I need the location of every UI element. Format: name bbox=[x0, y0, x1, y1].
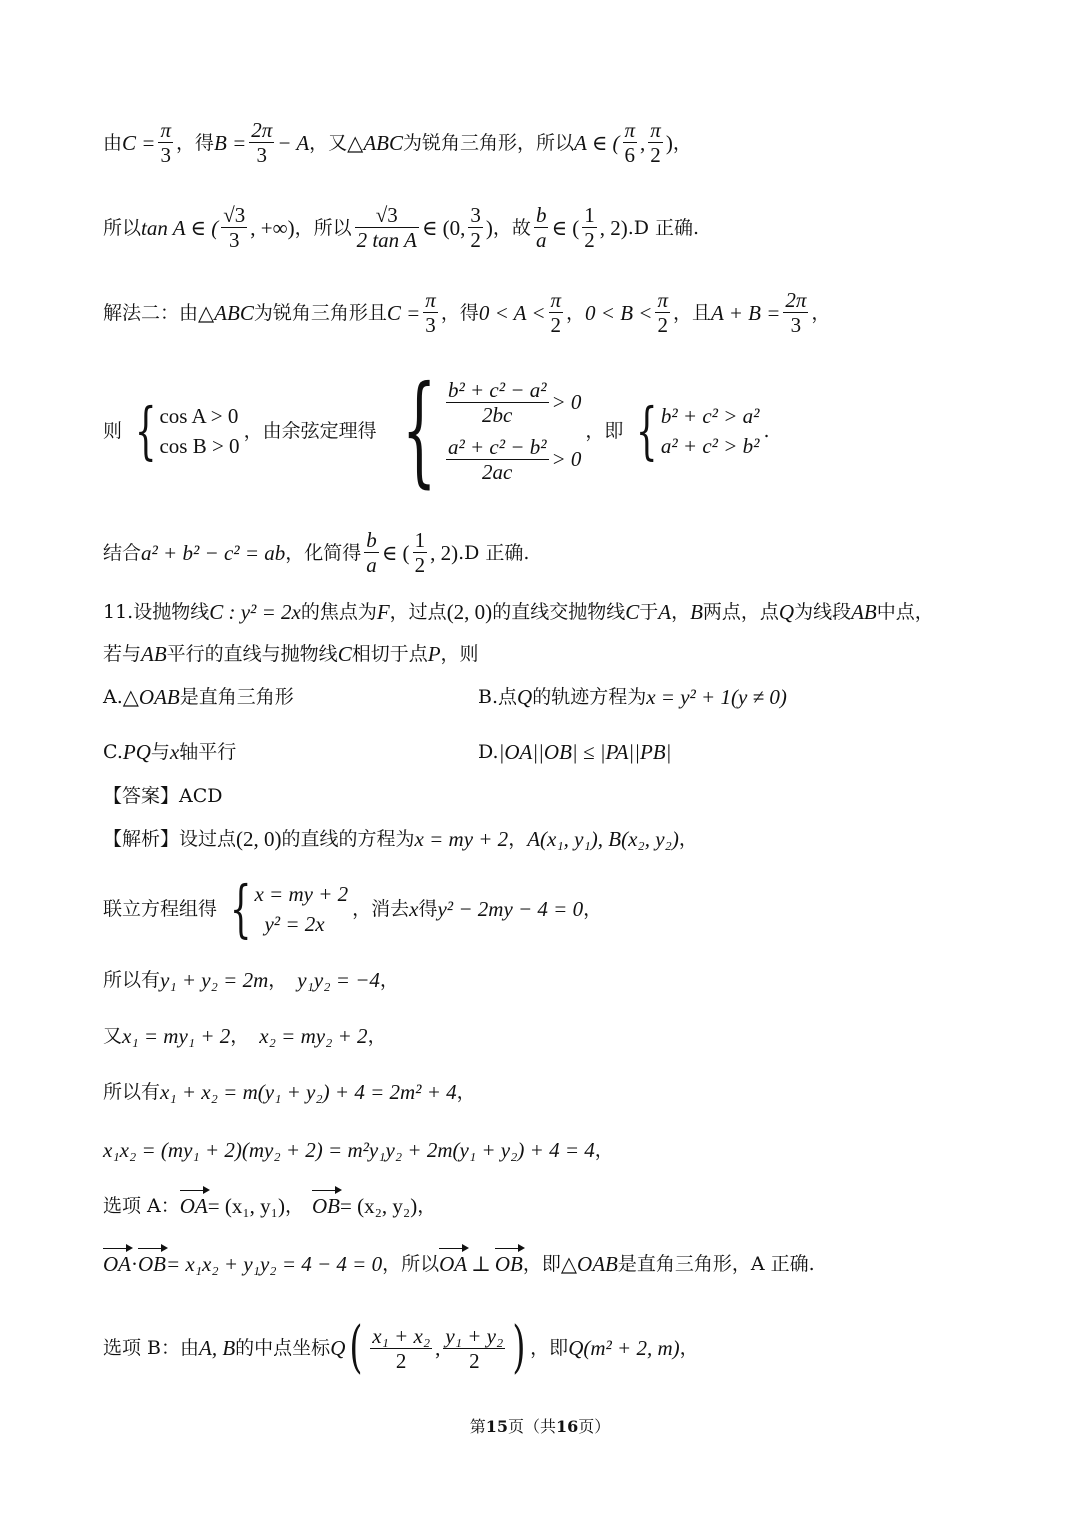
math-text: 6 bbox=[624, 143, 636, 167]
math-text: 3 bbox=[470, 203, 481, 227]
math-text bbox=[443, 378, 581, 484]
math-text: x₁ = my₁ + 2 bbox=[122, 1024, 231, 1048]
fraction bbox=[221, 203, 247, 252]
math-text: 于 bbox=[639, 601, 659, 623]
math-text: 页） bbox=[578, 1417, 611, 1436]
math-text: ， bbox=[285, 1195, 305, 1217]
math-text: √3 bbox=[375, 203, 398, 227]
option-b bbox=[478, 683, 787, 711]
math-text: 2 bbox=[650, 143, 661, 167]
math-text: ，即 bbox=[530, 1337, 569, 1359]
math-text: D. bbox=[478, 741, 499, 763]
math-text: 轴平行 bbox=[179, 741, 237, 763]
math-text: A, B bbox=[199, 1336, 236, 1360]
math-text: 的中点坐标 bbox=[235, 1337, 331, 1359]
math-text: C bbox=[337, 642, 352, 666]
math-text: 1 bbox=[414, 528, 426, 552]
math-text: 2ac bbox=[482, 459, 513, 484]
math-text: cos A > 0 bbox=[159, 403, 239, 428]
math-text: 的轨迹方程为 bbox=[532, 686, 647, 708]
math-text: OA bbox=[439, 1252, 468, 1276]
math-text: x = my + 2 bbox=[254, 882, 349, 906]
math-text: x₁ + x₂ bbox=[372, 1323, 431, 1348]
math-text: ，即 bbox=[585, 419, 624, 442]
fraction bbox=[370, 1324, 432, 1373]
math: A ∈ ( bbox=[574, 130, 620, 155]
math-text: 联立方程组得 bbox=[103, 898, 218, 920]
math-text: · bbox=[131, 1252, 138, 1276]
math-text: ， bbox=[367, 1025, 387, 1047]
math-text: 2π bbox=[251, 118, 273, 142]
math-text: ， bbox=[679, 1337, 699, 1359]
math-text: 3 bbox=[160, 143, 171, 167]
math-text: 3 bbox=[228, 228, 240, 252]
text: 由 bbox=[103, 131, 123, 154]
math-text: ，且 bbox=[673, 301, 712, 324]
math-text: |OA||OB| ≤ |PA||PB| bbox=[498, 740, 672, 764]
math-text: π bbox=[160, 118, 171, 142]
option-d bbox=[478, 738, 671, 766]
math-text bbox=[443, 435, 581, 484]
math-text: (2, 0) bbox=[446, 600, 493, 624]
math-text: √3 bbox=[223, 203, 246, 227]
math-text: △OAB bbox=[560, 1252, 618, 1276]
line-5 bbox=[103, 528, 1020, 577]
math-text: x bbox=[169, 740, 180, 764]
math-text bbox=[661, 401, 760, 461]
math-text: π bbox=[425, 288, 436, 312]
math-text: x₁ + x₂ = m(y₁ + y₂) + 4 = 2m² + 4 bbox=[160, 1080, 457, 1104]
math-text: 与 bbox=[150, 741, 170, 763]
analysis-x bbox=[103, 1022, 1020, 1050]
math-text: . bbox=[763, 419, 770, 442]
math-text: b² + c² − a² bbox=[447, 377, 547, 402]
math-text: 的焦点为 bbox=[300, 601, 377, 623]
math-text: ， bbox=[566, 301, 586, 324]
math-text: cos B > 0 bbox=[159, 433, 240, 458]
fraction bbox=[443, 1324, 505, 1373]
fraction bbox=[355, 203, 419, 252]
math-text: , bbox=[640, 130, 646, 155]
math-text: 3 bbox=[790, 313, 802, 337]
math-text: b² + c² > a² bbox=[660, 403, 760, 428]
math-text: ， bbox=[456, 1081, 476, 1103]
option-a-conclusion bbox=[103, 1250, 1020, 1278]
math-text: π bbox=[624, 118, 636, 142]
math-text: A(x₁, y₁), B(x₂, y₂) bbox=[527, 827, 679, 851]
math-text: OB bbox=[138, 1252, 166, 1276]
math-text: y₁ + y₂ bbox=[445, 1323, 504, 1348]
math-text: 第 bbox=[469, 1417, 486, 1436]
system-cosine-law bbox=[381, 360, 582, 500]
math-text: a bbox=[366, 553, 377, 577]
math-text: ， bbox=[379, 969, 399, 991]
math-text: 3 bbox=[256, 143, 268, 167]
math-text: 结合 bbox=[103, 541, 142, 564]
math-text: ，所以 bbox=[382, 1253, 440, 1275]
math-text: 的直线的方程为 bbox=[281, 828, 415, 850]
math-text: b bbox=[535, 203, 547, 227]
math-text bbox=[221, 872, 349, 945]
math-text: P bbox=[427, 642, 441, 666]
math-text: 2 bbox=[414, 553, 426, 577]
math-text: 选项 A： bbox=[103, 1195, 180, 1217]
line-3 bbox=[103, 288, 1020, 337]
math-text: 的直线交抛物线 bbox=[492, 601, 626, 623]
fraction bbox=[446, 435, 549, 484]
text: 为锐角三角形，所以 bbox=[402, 131, 574, 154]
math-text: PQ bbox=[122, 740, 151, 764]
math-text: 0 < A < bbox=[478, 300, 546, 325]
math-text: 则 bbox=[103, 419, 123, 442]
math-text: , bbox=[435, 1336, 441, 1360]
analysis-system bbox=[103, 872, 1020, 945]
line-1 bbox=[103, 118, 1020, 167]
math-text: tan A ∈ ( bbox=[141, 215, 219, 240]
math-text: ) bbox=[485, 215, 493, 240]
math-text: A + B = bbox=[711, 300, 781, 325]
math-text: Q bbox=[330, 1336, 346, 1360]
math-text: 是直角三角形 bbox=[179, 686, 294, 708]
fraction bbox=[446, 378, 549, 427]
math-text: 11.设抛物线 bbox=[103, 601, 210, 623]
math-text: C : y² = 2x bbox=[209, 600, 301, 624]
math-text: AB bbox=[141, 642, 167, 666]
math-text: 所以有 bbox=[103, 1081, 161, 1103]
analysis-sum-y bbox=[103, 966, 1020, 994]
math-text: 0 < B < bbox=[585, 300, 653, 325]
math-text: △OAB bbox=[122, 685, 180, 709]
math-text: ， bbox=[811, 301, 831, 324]
math-text: A bbox=[658, 600, 672, 624]
math-text: > 0 bbox=[551, 390, 582, 414]
math-text: 1 bbox=[584, 203, 595, 227]
math-text: ) bbox=[512, 1315, 526, 1380]
math-text: 2 bbox=[470, 228, 481, 252]
math-text: 2 tan A bbox=[356, 228, 417, 252]
math-text: ，即 bbox=[522, 1253, 561, 1275]
math-text: y₁ + y₂ = 2m bbox=[160, 968, 269, 992]
math-text: ， bbox=[230, 1025, 250, 1047]
math-text: Q bbox=[517, 685, 533, 709]
math-text: x = my + 2 bbox=[414, 827, 509, 851]
math-text: 选项 B：由 bbox=[103, 1337, 200, 1359]
math-text: ， bbox=[508, 828, 528, 850]
math-text: ( bbox=[349, 1315, 363, 1380]
math: △ABC bbox=[347, 130, 403, 155]
math-text: 2π bbox=[785, 288, 807, 312]
math-text: a² + b² − c² = ab bbox=[141, 540, 286, 565]
math-text: 解法二：由 bbox=[103, 301, 199, 324]
math-text: OB bbox=[494, 1252, 523, 1276]
math: C = bbox=[122, 130, 156, 155]
math-text: > 0 bbox=[551, 447, 582, 471]
math: B = bbox=[214, 130, 247, 155]
math-text: △ABC bbox=[198, 300, 254, 325]
fraction bbox=[158, 118, 173, 167]
math-text: 2 bbox=[395, 1348, 407, 1373]
math-text: = (x₁, y₁) bbox=[207, 1194, 285, 1218]
fraction bbox=[648, 118, 663, 167]
math-text: OA bbox=[179, 1194, 208, 1218]
math-text: AB bbox=[851, 600, 877, 624]
math-text: ∈ ( bbox=[551, 215, 580, 240]
fraction bbox=[623, 118, 638, 167]
answer bbox=[103, 782, 1020, 810]
math-text: , 2) bbox=[430, 540, 459, 565]
math-text: 两点，点 bbox=[702, 601, 779, 623]
math-text: , 2) bbox=[599, 215, 628, 240]
math-text: ，所以 bbox=[294, 216, 352, 239]
analysis-prod-x bbox=[103, 1136, 1020, 1164]
math-text: 相切于点 bbox=[351, 643, 428, 665]
fraction bbox=[423, 288, 438, 337]
math-text: x = y² + 1(y ≠ 0) bbox=[646, 685, 787, 709]
math-text: 平行的直线与抛物线 bbox=[166, 643, 338, 665]
math-text: C = bbox=[386, 300, 421, 325]
math-text: π bbox=[657, 288, 668, 312]
fraction bbox=[468, 203, 483, 252]
math-text: (2, 0) bbox=[236, 827, 282, 851]
math-text: 又 bbox=[103, 1025, 123, 1047]
math-text: 2 bbox=[584, 228, 595, 252]
math-text: 2 bbox=[550, 313, 562, 337]
math-text: y² = 2x bbox=[264, 912, 325, 936]
math-text: ， bbox=[678, 828, 698, 850]
math-text: F bbox=[376, 600, 390, 624]
fraction bbox=[249, 118, 274, 167]
fraction bbox=[582, 203, 597, 252]
math-text: ∈ (0, bbox=[421, 215, 466, 240]
question-11-line-1 bbox=[103, 598, 1020, 626]
math-text: { bbox=[134, 393, 157, 467]
math-text: ，则 bbox=[440, 643, 479, 665]
math-text: 2bc bbox=[482, 402, 513, 427]
math-text: ， bbox=[672, 131, 692, 154]
math: − A bbox=[277, 130, 310, 155]
fraction bbox=[549, 288, 564, 337]
math-text: ⊥ bbox=[471, 1252, 491, 1276]
math-text: ，由余弦定理得 bbox=[243, 419, 377, 442]
line-2 bbox=[103, 203, 1020, 252]
math-text: Q(m² + 2, m) bbox=[568, 1336, 680, 1360]
math-text: y₁y₂ = −4 bbox=[297, 968, 380, 992]
math-text bbox=[159, 401, 239, 461]
math-text: B.点 bbox=[478, 686, 518, 708]
text: ，得 bbox=[175, 131, 214, 154]
math-text: B bbox=[690, 600, 703, 624]
math-text: ， bbox=[671, 601, 691, 623]
math-text: = (x₂, y₂) bbox=[340, 1194, 418, 1218]
math-text: ， bbox=[594, 1139, 614, 1161]
math-text: ， bbox=[268, 969, 288, 991]
math-text: { bbox=[229, 872, 252, 945]
math-text: 为线段 bbox=[794, 601, 852, 623]
math-text: ，故 bbox=[492, 216, 531, 239]
math-text: { bbox=[636, 393, 659, 467]
math-text: OB bbox=[312, 1194, 341, 1218]
math-text: OA bbox=[103, 1252, 131, 1276]
math-text: A. bbox=[103, 686, 123, 708]
fraction bbox=[413, 528, 428, 577]
math-text bbox=[443, 378, 581, 427]
fraction bbox=[364, 528, 379, 577]
math-text: 得 bbox=[418, 898, 438, 920]
fraction bbox=[655, 288, 670, 337]
math-text: = x₁x₂ + y₁y₂ = 4 − 4 = 0 bbox=[166, 1252, 383, 1276]
page-footer: 第15页（共16页） bbox=[469, 1417, 611, 1436]
system-inequality bbox=[627, 393, 760, 467]
analysis-line-1 bbox=[103, 825, 1020, 853]
math-text: , +∞) bbox=[250, 215, 295, 240]
math-text: a² + c² − b² bbox=[447, 434, 547, 459]
fraction bbox=[783, 288, 808, 337]
question-11-line-2 bbox=[103, 640, 1020, 668]
math-text: { bbox=[401, 360, 436, 500]
math-text: ， bbox=[417, 1195, 437, 1217]
math-text: 所以 bbox=[103, 216, 142, 239]
math-text: y² − 2my − 4 = 0 bbox=[437, 897, 584, 921]
math-text: 页（共 bbox=[507, 1417, 556, 1436]
math-text: 中点， bbox=[876, 601, 934, 623]
analysis-sum-x bbox=[103, 1078, 1020, 1106]
math-text: C. bbox=[103, 741, 123, 763]
math-text: b bbox=[366, 528, 377, 552]
math-text: .D 正确. bbox=[627, 216, 700, 239]
math-text: C bbox=[625, 600, 640, 624]
math-text: x bbox=[409, 897, 419, 921]
math-text: ) bbox=[665, 130, 673, 155]
option-b-analysis bbox=[103, 1315, 1020, 1380]
math-text: ， bbox=[583, 898, 603, 920]
math-text: a bbox=[535, 228, 547, 252]
system-cos bbox=[126, 393, 240, 467]
math-text: π bbox=[650, 118, 661, 142]
math-text: ，化简得 bbox=[285, 541, 362, 564]
math-text: ，过点 bbox=[389, 601, 447, 623]
math-text: .D 正确. bbox=[458, 541, 530, 564]
option-c bbox=[103, 738, 236, 766]
math-text: 【解析】设过点 bbox=[103, 828, 237, 850]
math-text: ，消去 bbox=[352, 898, 410, 920]
math-text: 【答案】ACD bbox=[103, 785, 223, 807]
option-a-analysis bbox=[103, 1192, 1020, 1220]
text: ，又 bbox=[309, 131, 348, 154]
math-text: π bbox=[550, 288, 562, 312]
math-text: 是直角三角形，A 正确. bbox=[617, 1253, 815, 1275]
math-text: ，得 bbox=[440, 301, 479, 324]
option-a bbox=[103, 683, 294, 711]
math-text: a² + c² > b² bbox=[660, 433, 760, 458]
fraction bbox=[534, 203, 549, 252]
math-text: 3 bbox=[425, 313, 436, 337]
math-text: 2 bbox=[657, 313, 668, 337]
math-text: x₂ = my₂ + 2 bbox=[259, 1024, 368, 1048]
math-text: 所以有 bbox=[103, 969, 161, 991]
line-4 bbox=[103, 360, 1020, 500]
math-text: Q bbox=[778, 600, 795, 624]
math-text bbox=[254, 879, 348, 939]
math-text: 2 bbox=[469, 1348, 480, 1373]
math-text: x₁x₂ = (my₁ + 2)(my₂ + 2) = m²y₁y₂ + 2m(y₁ + y₂) + 4 = 4 bbox=[103, 1138, 595, 1162]
math-text: 若与 bbox=[103, 643, 142, 665]
math-text: 为锐角三角形且 bbox=[253, 301, 387, 324]
math-text: ∈ ( bbox=[381, 540, 410, 565]
